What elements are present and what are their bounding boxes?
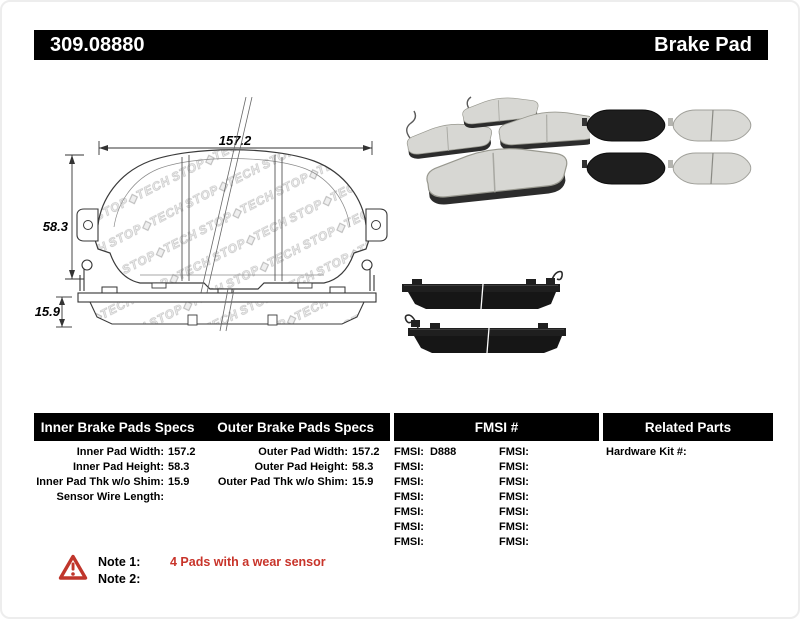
pad-side-friction (90, 302, 364, 324)
fmsi-column-2 (499, 445, 599, 550)
table-row (212, 445, 392, 460)
photo-pads-perspective (400, 94, 590, 212)
product-name: Brake Pad (654, 33, 752, 56)
brake-pad-drawing (32, 97, 397, 347)
table-row (34, 490, 212, 505)
table-row (499, 520, 599, 535)
pad-front-outline (94, 150, 370, 289)
fmsi-label: FMSI: (394, 536, 424, 548)
pads-flat-image (580, 102, 755, 194)
dim-pad-width: 157.2 (218, 133, 252, 148)
spec-value: 157.2 (352, 446, 380, 458)
spec-label: Inner Pad Width: (76, 446, 164, 458)
photo-pads-side (398, 258, 576, 362)
table-row (499, 460, 599, 475)
fmsi-value: D888 (429, 446, 457, 458)
note-label: Note 1: (98, 555, 141, 569)
spec-value: 15.9 (168, 476, 190, 488)
table-row (212, 475, 392, 490)
fmsi-label: FMSI: (499, 446, 529, 458)
table-row (34, 475, 212, 490)
table-row (394, 505, 494, 520)
table-row (394, 490, 494, 505)
inner-specs-column (34, 445, 212, 505)
fmsi-label: FMSI: (394, 491, 424, 503)
table-row (212, 460, 392, 475)
fmsi-label: FMSI: (394, 446, 424, 458)
table-row (394, 520, 494, 535)
table-row (499, 475, 599, 490)
fmsi-header-bar (394, 413, 599, 441)
table-row (499, 535, 599, 550)
fmsi-header: FMSI # (474, 419, 519, 435)
related-parts-column (606, 445, 776, 460)
fmsi-label: FMSI: (394, 476, 424, 488)
table-row (499, 505, 599, 520)
spec-label: Outer Pad Thk w/o Shim: (217, 476, 348, 488)
spec-value: 15.9 (352, 476, 374, 488)
specs-header-bar (34, 413, 390, 441)
table-row (394, 475, 494, 490)
spec-label: Outer Pad Width: (258, 446, 348, 458)
warning-triangle-icon (58, 554, 88, 581)
table-row (34, 460, 212, 475)
fmsi-label: FMSI: (499, 491, 529, 503)
table-row (606, 445, 776, 460)
fmsi-column-1 (394, 445, 494, 550)
note-label: Note 2: (98, 572, 141, 586)
fmsi-label: FMSI: (394, 521, 424, 533)
note-row (98, 554, 326, 571)
table-row (34, 445, 212, 460)
fmsi-label: FMSI: (394, 506, 424, 518)
spec-label: Sensor Wire Length: (56, 491, 164, 503)
photo-pads-flat (580, 102, 755, 194)
table-row (394, 535, 494, 550)
outer-specs-header: Outer Brake Pads Specs (217, 419, 375, 435)
technical-drawing (32, 97, 397, 347)
dim-pad-thickness: 15.9 (34, 304, 60, 319)
fmsi-label: FMSI: (499, 521, 529, 533)
spec-label: Outer Pad Height: (254, 461, 348, 473)
pads-perspective-image (400, 94, 590, 212)
spec-value: 58.3 (168, 461, 190, 473)
note-text: 4 Pads with a wear sensor (170, 555, 326, 569)
table-row (499, 445, 599, 460)
spec-value: 58.3 (352, 461, 374, 473)
fmsi-label: FMSI: (394, 461, 424, 473)
related-parts-header-bar (603, 413, 773, 441)
spec-value: 157.2 (168, 446, 196, 458)
pads-side-image (398, 258, 576, 362)
table-row (499, 490, 599, 505)
spec-label: Inner Pad Height: (72, 461, 164, 473)
related-parts-header: Related Parts (644, 419, 732, 435)
table-row (394, 460, 494, 475)
inner-specs-header: Inner Brake Pads Specs (40, 419, 195, 435)
fmsi-label: FMSI: (499, 506, 529, 518)
part-number: 309.08880 (50, 33, 145, 56)
header-bar (34, 30, 768, 60)
related-part-label: Hardware Kit #: (606, 446, 687, 458)
fmsi-label: FMSI: (499, 476, 529, 488)
note-row (98, 571, 326, 588)
fmsi-label: FMSI: (499, 461, 529, 473)
spec-label: Inner Pad Thk w/o Shim: (36, 476, 164, 488)
dim-pad-height: 58.3 (42, 219, 68, 234)
outer-specs-column (212, 445, 392, 490)
table-row (394, 445, 494, 460)
fmsi-label: FMSI: (499, 536, 529, 548)
notes-section (98, 554, 326, 588)
